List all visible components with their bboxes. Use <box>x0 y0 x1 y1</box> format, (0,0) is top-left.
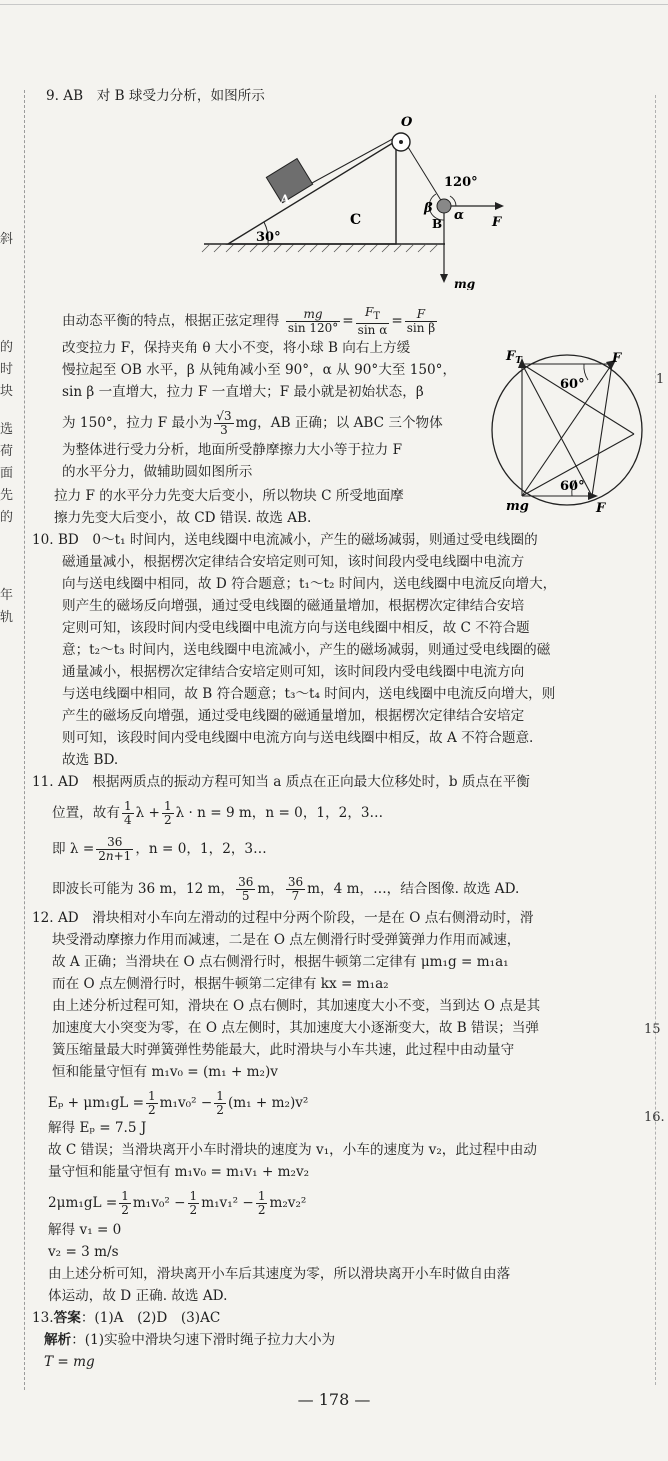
q10-line: 故选 BD. <box>62 752 119 768</box>
fraction: $\frac{1}{2}$ <box>121 1189 129 1217</box>
q11-line1: 11. AD 根据两质点的振动方程可知当 a 质点在正向最大位移处时，b 质点在平衡 <box>32 774 530 790</box>
force-f-label: F <box>492 215 502 230</box>
ball-b-label: B <box>432 217 443 231</box>
page-number: — 178 — <box>297 1390 371 1409</box>
angle-alpha-label: α <box>454 208 465 223</box>
q12-line: 12. AD 滑块相对小车向左滑动的过程中分两个阶段，一是在 O 点右侧滑动时，滑 <box>32 910 534 926</box>
fraction: $\frac{36}{5}$ <box>238 875 254 903</box>
q11-line4: 即波长可能为 36 m，12 m， $\frac{36}{5}$ m， $\frac{36}{7}$ m，4 m，…，结合图像. 故选 AD. <box>52 875 520 903</box>
q12-line: 块受滑动摩擦力作用而减速，二是在 O 点左侧滑行时受弹簧弹力作用而减速， <box>52 932 521 948</box>
q10-line: 10. BD 0～t₁ 时间内，送电线圈中电流减小，产生的磁场减弱，则通过受电线圈的 <box>32 532 538 548</box>
q9-line8: 拉力 F 的水平分力先变大后变小，所以物块 C 所受地面摩 <box>54 488 404 504</box>
margin-fragment: 轨 <box>0 610 14 625</box>
top-rule <box>0 4 668 5</box>
margin-fragment: 面 <box>0 466 14 481</box>
ball-b <box>437 199 451 213</box>
wedge-c <box>228 141 396 244</box>
fraction: $\frac{F_T}{\text{sin α}}$ <box>357 305 388 337</box>
incline-force-diagram <box>200 108 530 290</box>
margin-fragment: 16. <box>644 1110 665 1125</box>
q9-line4: sin β 一直增大，拉力 F 一直增大；F 最小就是初始状态，β <box>62 384 424 400</box>
fraction: $\frac{1}{2}$ <box>163 799 172 827</box>
q9-line2: 改变拉力 F，保持夹角 θ 大小不变，将小球 B 向右上方缓 <box>62 340 411 356</box>
q12-equation2: 2μm₁gL = $\frac{1}{2}$ m₁v₀² − $\frac{1}{2}$ m₁v₁² − $\frac{1}{2}$ m₂v₂² <box>48 1189 307 1217</box>
margin-fragment: 1 <box>656 372 665 387</box>
margin-fragment: 年 <box>0 588 14 603</box>
q12-line: 体运动，故 D 正确. 故选 AD. <box>48 1288 228 1304</box>
circle-f-top-label: F <box>612 351 622 366</box>
q12-equation1: Eₚ + μm₁gL = $\frac{1}{2}$ m₁v₀² − $\frac{1}{2}$ (m₁ + m₂)v² <box>48 1089 309 1117</box>
q9-heading: 9. AB 对 B 球受力分析，如图所示 <box>46 88 265 104</box>
circle-ft-label: $F_T$ <box>506 349 522 366</box>
margin-fragment: 斜 <box>0 232 14 247</box>
q9-line7: 的水平分力，做辅助圆如图所示 <box>62 464 253 480</box>
q12-line: 簧压缩量最大时弹簧弹性势能最大，此时滑块与小车共速，此过程中由动量守 <box>52 1042 515 1058</box>
q12-line: 故 C 错误；当滑块离开小车时滑块的速度为 v₁，小车的速度为 v₂，此过程中由动 <box>48 1142 537 1158</box>
q10-line: 定则可知，该段时间内受电线圈中电流方向与送电线圈中相反，故 C 不符合题 <box>62 620 530 636</box>
q12-line: 而在 O 点左侧滑行时，根据牛顿第二定律有 kx = m₁a₂ <box>52 976 389 992</box>
gravity-mg-label: mg <box>454 277 476 290</box>
q12-line: 由上述分析可知，滑块离开小车后其速度为零，所以滑块离开小车时做自由落 <box>48 1266 511 1282</box>
circle-mg-label: mg <box>506 499 529 514</box>
q10-line: 则可知，该段时间内受电线圈中电流方向与送电线圈中相反，故 A 不符合题意. <box>62 730 534 746</box>
left-margin-fragments <box>0 0 22 1461</box>
margin-fragment: 选 <box>0 422 14 437</box>
wedge-c-label: C <box>350 212 362 228</box>
fraction: $\frac{1}{2}$ <box>189 1189 198 1217</box>
fraction: $\frac{1}{2}$ <box>216 1089 224 1117</box>
margin-fragment: 块 <box>0 384 14 399</box>
q10-line: 与送电线圈中相同，故 B 符合题意；t₃～t₄ 时间内，送电线圈中电流反向增大，则 <box>62 686 556 702</box>
q10-line: 向与送电线圈中相同，故 D 符合题意；t₁～t₂ 时间内，送电线圈中电流反向增大， <box>62 576 557 592</box>
q13-explanation: 解析：(1)实验中滑块匀速下滑时绳子拉力大小为 <box>44 1332 336 1348</box>
angle-beta-label: β <box>424 201 433 216</box>
q13-answer: 13.答案：(1)A (2)D (3)AC <box>32 1310 221 1326</box>
block-a-label: A <box>280 193 291 208</box>
auxiliary-circle-diagram <box>484 330 654 525</box>
circle-angle-bottom-label: 60° <box>560 479 585 494</box>
circle-f-bottom-label: F <box>596 501 606 516</box>
left-binding-line <box>24 90 25 1390</box>
fraction: $\frac{mg}{\sin 120^\circ}$ <box>287 307 339 335</box>
fraction: $\frac{36}{7}$ <box>287 875 304 903</box>
fraction: $\frac{1}{2}$ <box>257 1189 266 1217</box>
q12-line: 恒和能量守恒有 m₁v₀ = (m₁ + m₂)v <box>52 1064 278 1080</box>
q12-line: 由上述分析过程可知，滑块在 O 点右侧时，其加速度大小不变，当到达 O 点是其 <box>52 998 541 1014</box>
fraction: $\frac{1}{4}$ <box>123 799 132 827</box>
q11-line2: 位置，故有 $\frac{1}{4}$ λ + $\frac{1}{2}$ λ · n = 9 m，n = 0，1，2，3… <box>52 799 384 827</box>
margin-fragment: 荷 <box>0 444 14 459</box>
q10-line: 通量减小，根据楞次定律结合安培定则可知，该时间段内受电线圈中电流方向 <box>62 664 525 680</box>
q13-equation: T = mg <box>44 1354 95 1370</box>
q10-line: 产生的磁场反向增强，通过受电线圈的磁通量增加，根据楞次定律结合安培定 <box>62 708 525 724</box>
q9-line9: 擦力先变大后变小，故 CD 错误. 故选 AB. <box>54 510 312 526</box>
fraction: $\frac{√3}{3}$ <box>216 409 232 437</box>
pulley-o-label: O <box>401 115 413 130</box>
fraction: $\frac{36}{2n+1}$ <box>98 835 132 863</box>
margin-fragment: 先 <box>0 488 14 503</box>
q12-line: 量守恒和能量守恒有 m₁v₀ = m₁v₁ + m₂v₂ <box>48 1164 310 1180</box>
q9-line1: 由动态平衡的特点，根据正弦定理得 $\frac{mg}{\sin 120^\circ}$ = $\frac{F_T}{\text{sin α}}$ = $\frac{F}{\text{sin β}}$ <box>62 305 436 337</box>
margin-fragment: 的 <box>0 510 14 525</box>
q12-line: 加速度大小突变为零，在 O 点左侧时，其加速度大小逐渐变大，故 B 错误；当弹 <box>52 1020 540 1036</box>
q9-line3: 慢拉起至 OB 水平，β 从钝角减小至 90°，α 从 90°大至 150°， <box>62 362 457 378</box>
circle-angle-top-label: 60° <box>560 377 585 392</box>
q11-line3: 即 λ = $\frac{36}{2n+1}$ ，n = 0，1，2，3… <box>52 835 267 863</box>
q10-line: 则产生的磁场反向增强，通过受电线圈的磁通量增加，根据楞次定律结合安培 <box>62 598 525 614</box>
angle-120-label: 120° <box>444 175 478 190</box>
q12-line: 故 A 正确；当滑块在 O 点右侧滑行时，根据牛顿第二定律有 μm₁g = m₁a₁ <box>52 954 509 970</box>
fraction: $\frac{1}{2}$ <box>148 1089 156 1117</box>
right-margin-fragments <box>644 0 668 1461</box>
q12-line: 解得 Eₚ = 7.5 J <box>48 1120 147 1136</box>
margin-fragment: 15 <box>644 1022 661 1037</box>
fraction: $\frac{F}{\text{sin β}}$ <box>406 307 436 335</box>
q12-line: v₂ = 3 m/s <box>48 1244 119 1260</box>
q9-line5: 为 150°，拉力 F 最小为 $\frac{√3}{3}$ mg，AB 正确；以 ABC 三个物体 <box>62 409 443 437</box>
q12-line: 解得 v₁ = 0 <box>48 1222 122 1238</box>
angle-30-label: 30° <box>256 230 281 245</box>
q10-line: 意；t₂～t₃ 时间内，送电线圈中电流减小，产生的磁场减弱，则通过受电线圈的磁 <box>62 642 551 658</box>
margin-fragment: 时 <box>0 362 14 377</box>
q9-line6: 为整体进行受力分析，地面所受静摩擦力大小等于拉力 F <box>62 442 403 458</box>
margin-fragment: 的 <box>0 340 14 355</box>
q10-line: 磁通量减小，根据楞次定律结合安培定则可知，该时间段内受电线圈中电流方 <box>62 554 525 570</box>
